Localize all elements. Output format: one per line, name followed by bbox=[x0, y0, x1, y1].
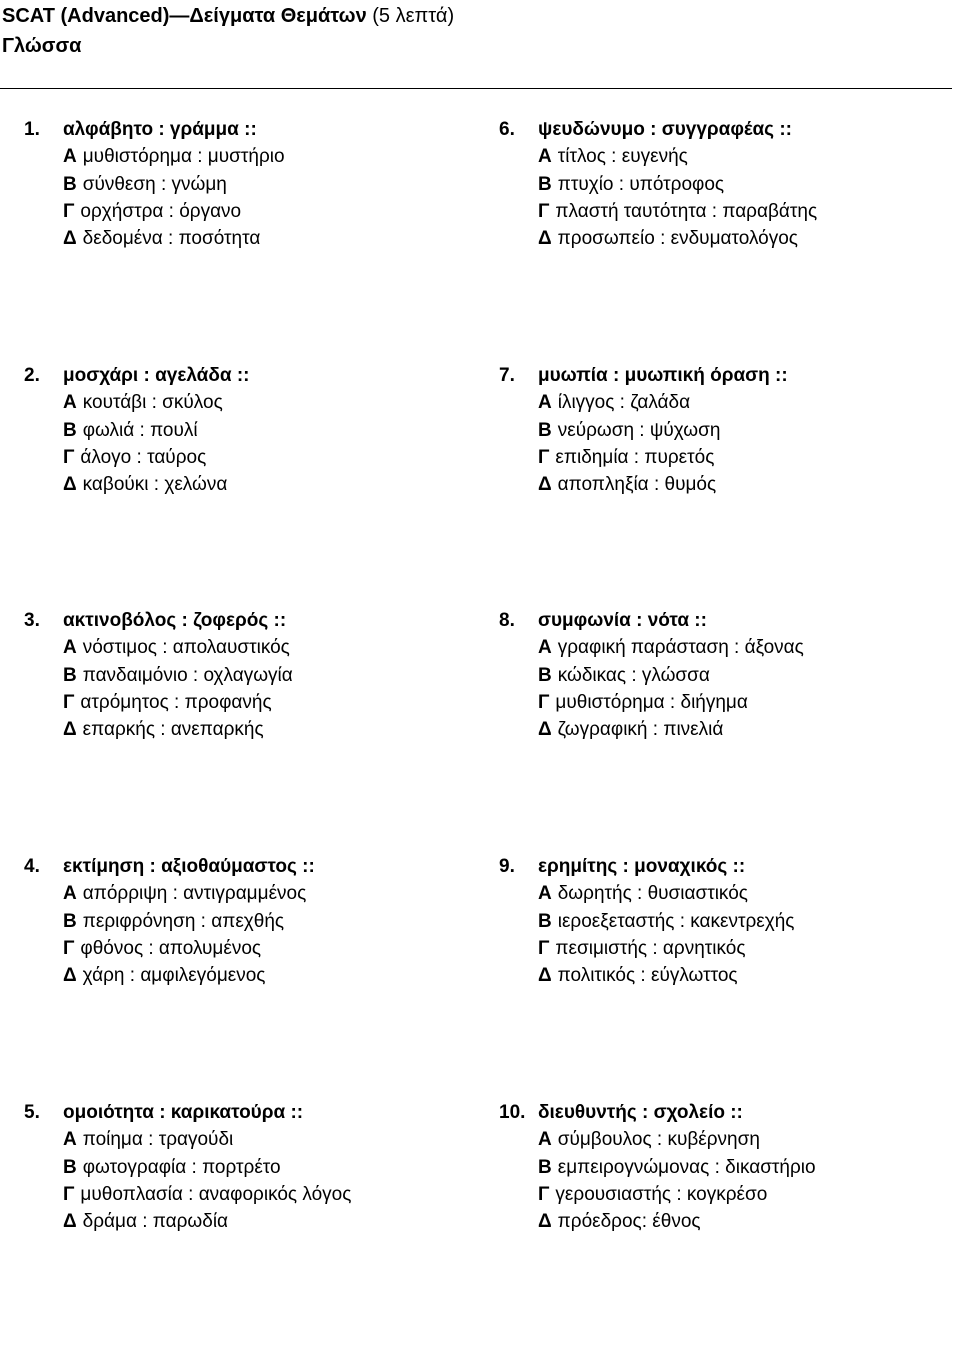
option-text: μυθοπλασία : αναφορικός λόγος bbox=[80, 1183, 352, 1205]
option-text: αποπληξία : θυμός bbox=[557, 474, 717, 496]
option-text: πολιτικός : εύγλωττος bbox=[557, 965, 738, 987]
option-text: επαρκής : ανεπαρκής bbox=[82, 719, 264, 741]
option-letter: Δ bbox=[63, 719, 77, 741]
option-text: πλαστή ταυτότητα : παραβάτης bbox=[555, 200, 818, 222]
option-text: πανδαιμόνιο : οχλαγωγία bbox=[82, 664, 293, 686]
answer-option bbox=[24, 389, 250, 416]
question-number: 4. bbox=[24, 856, 40, 877]
option-letter: Β bbox=[538, 1156, 552, 1178]
answer-option bbox=[499, 1154, 816, 1181]
answer-option bbox=[24, 143, 285, 170]
answer-option bbox=[499, 935, 794, 962]
option-letter: Γ bbox=[538, 200, 550, 222]
question-number: 9. bbox=[499, 856, 515, 877]
question-number: 3. bbox=[24, 610, 40, 631]
answer-option bbox=[499, 171, 817, 198]
question-stem: μοσχάρι : αγελάδα :: bbox=[63, 365, 250, 386]
option-letter: Γ bbox=[538, 1183, 550, 1205]
option-letter: Β bbox=[538, 419, 552, 441]
question-number: 5. bbox=[24, 1102, 40, 1123]
option-text: κουτάβι : σκύλος bbox=[82, 392, 223, 414]
answer-option bbox=[24, 225, 285, 252]
question-8 bbox=[499, 607, 804, 743]
option-letter: Α bbox=[63, 637, 77, 659]
option-letter: Γ bbox=[538, 691, 550, 713]
question-stem: αλφάβητο : γράμμα :: bbox=[63, 119, 257, 140]
option-letter: Β bbox=[538, 664, 552, 686]
answer-option bbox=[499, 1181, 816, 1208]
page-title-duration: (5 λεπτά) bbox=[366, 5, 455, 27]
option-letter: Α bbox=[538, 883, 552, 905]
option-letter: Δ bbox=[538, 228, 552, 250]
option-text: κώδικας : γλώσσα bbox=[557, 664, 710, 686]
option-letter: Α bbox=[63, 146, 77, 168]
option-letter: Β bbox=[63, 1156, 77, 1178]
option-text: νόστιμος : απολαυστικός bbox=[82, 637, 290, 659]
question-stem-row bbox=[499, 362, 788, 389]
answer-option bbox=[24, 662, 293, 689]
option-letter: Δ bbox=[538, 965, 552, 987]
answer-option bbox=[499, 1126, 816, 1153]
option-letter: Α bbox=[538, 637, 552, 659]
question-stem-row bbox=[499, 116, 817, 143]
option-letter: Β bbox=[538, 910, 552, 932]
option-text: περιφρόνηση : απεχθής bbox=[82, 910, 285, 932]
option-text: ατρόμητος : προφανής bbox=[80, 691, 272, 713]
answer-option bbox=[499, 444, 788, 471]
option-letter: Γ bbox=[63, 200, 75, 222]
question-number: 2. bbox=[24, 365, 40, 386]
answer-option bbox=[499, 389, 788, 416]
option-letter: Α bbox=[63, 883, 77, 905]
question-stem: διευθυντής : σχολείο :: bbox=[538, 1102, 743, 1123]
answer-option bbox=[499, 634, 804, 661]
answer-option bbox=[24, 716, 293, 743]
option-letter: Γ bbox=[63, 691, 75, 713]
option-text: προσωπείο : ενδυματολόγος bbox=[557, 228, 798, 250]
question-stem: μυωπία : μυωπική όραση :: bbox=[538, 365, 788, 386]
question-stem-row bbox=[24, 607, 293, 634]
option-text: άλογο : ταύρος bbox=[80, 446, 207, 468]
question-stem: συμφωνία : νότα :: bbox=[538, 610, 707, 631]
option-letter: Δ bbox=[63, 228, 77, 250]
option-text: πτυχίο : υπότροφος bbox=[557, 173, 725, 195]
option-letter: Β bbox=[63, 173, 77, 195]
question-stem-row bbox=[24, 362, 250, 389]
option-letter: Β bbox=[63, 910, 77, 932]
question-stem: ομοιότητα : καρικατούρα :: bbox=[63, 1102, 304, 1123]
option-text: γραφική παράσταση : άξονας bbox=[557, 637, 804, 659]
question-7 bbox=[499, 362, 788, 498]
option-text: επιδημία : πυρετός bbox=[555, 446, 715, 468]
question-number: 1. bbox=[24, 119, 40, 140]
option-text: δωρητής : θυσιαστικός bbox=[557, 883, 748, 905]
question-stem: ψευδώνυμο : συγγραφέας :: bbox=[538, 119, 792, 140]
option-text: φωτογραφία : πορτρέτο bbox=[82, 1156, 281, 1178]
question-stem-row bbox=[499, 607, 804, 634]
option-text: δράμα : παρωδία bbox=[82, 1211, 229, 1233]
question-number: 7. bbox=[499, 365, 515, 386]
answer-option bbox=[499, 689, 804, 716]
question-6 bbox=[499, 116, 817, 252]
option-letter: Δ bbox=[63, 474, 77, 496]
question-3 bbox=[24, 607, 293, 743]
answer-option bbox=[499, 417, 788, 444]
option-text: ιεροεξεταστής : κακεντρεχής bbox=[557, 910, 795, 932]
option-text: πρόεδρος: έθνος bbox=[557, 1211, 701, 1233]
answer-option bbox=[24, 1181, 351, 1208]
answer-option bbox=[24, 962, 315, 989]
question-4 bbox=[24, 853, 315, 989]
question-number: 6. bbox=[499, 119, 515, 140]
answer-option bbox=[24, 1126, 351, 1153]
option-letter: Α bbox=[538, 146, 552, 168]
option-text: απόρριψη : αντιγραμμένος bbox=[82, 883, 307, 905]
answer-option bbox=[24, 908, 315, 935]
option-text: ζωγραφική : πινελιά bbox=[557, 719, 724, 741]
question-10 bbox=[499, 1099, 816, 1235]
option-letter: Δ bbox=[538, 474, 552, 496]
option-text: φθόνος : απολυμένος bbox=[80, 937, 262, 959]
option-letter: Β bbox=[63, 664, 77, 686]
option-text: καβούκι : χελώνα bbox=[82, 474, 228, 496]
option-text: χάρη : αμφιλεγόμενος bbox=[82, 965, 266, 987]
answer-option bbox=[24, 1208, 351, 1235]
page-subtitle: Γλώσσα bbox=[2, 35, 82, 57]
option-letter: Δ bbox=[63, 965, 77, 987]
page-title bbox=[2, 3, 454, 29]
question-stem: ερημίτης : μοναχικός :: bbox=[538, 856, 746, 877]
option-text: νεύρωση : ψύχωση bbox=[557, 419, 721, 441]
option-text: γερουσιαστής : κογκρέσο bbox=[555, 1183, 768, 1205]
answer-option bbox=[24, 171, 285, 198]
answer-option bbox=[499, 716, 804, 743]
question-stem: εκτίμηση : αξιοθαύμαστος :: bbox=[63, 856, 315, 877]
answer-option bbox=[24, 935, 315, 962]
option-letter: Α bbox=[63, 1129, 77, 1151]
option-text: μυθιστόρημα : διήγημα bbox=[555, 691, 748, 713]
answer-option bbox=[499, 143, 817, 170]
option-text: σύνθεση : γνώμη bbox=[82, 173, 227, 195]
question-2 bbox=[24, 362, 250, 498]
option-text: τίτλος : ευγενής bbox=[557, 146, 688, 168]
answer-option bbox=[24, 417, 250, 444]
question-stem-row bbox=[24, 116, 285, 143]
answer-option bbox=[24, 444, 250, 471]
answer-option bbox=[24, 634, 293, 661]
answer-option bbox=[499, 471, 788, 498]
question-stem: ακτινοβόλος : ζοφερός :: bbox=[63, 610, 287, 631]
question-1 bbox=[24, 116, 285, 252]
answer-option bbox=[499, 225, 817, 252]
option-text: ορχήστρα : όργανο bbox=[80, 200, 242, 222]
option-letter: Γ bbox=[63, 446, 75, 468]
option-letter: Δ bbox=[538, 1211, 552, 1233]
option-letter: Δ bbox=[63, 1211, 77, 1233]
question-number: 10. bbox=[499, 1102, 526, 1123]
answer-option bbox=[499, 962, 794, 989]
answer-option bbox=[499, 1208, 816, 1235]
page-title-bold: SCAT (Advanced)—Δείγματα Θεμάτων bbox=[2, 5, 367, 27]
answer-option bbox=[24, 471, 250, 498]
option-letter: Α bbox=[538, 392, 552, 414]
answer-option bbox=[499, 908, 794, 935]
option-letter: Γ bbox=[63, 937, 75, 959]
option-letter: Γ bbox=[538, 937, 550, 959]
answer-option bbox=[499, 198, 817, 225]
option-text: μυθιστόρημα : μυστήριο bbox=[82, 146, 285, 168]
question-stem-row bbox=[499, 1099, 816, 1126]
option-text: εμπειρογνώμονας : δικαστήριο bbox=[557, 1156, 816, 1178]
question-stem-row bbox=[24, 853, 315, 880]
option-text: πεσιμιστής : αρνητικός bbox=[555, 937, 746, 959]
answer-option bbox=[24, 880, 315, 907]
question-stem-row bbox=[499, 853, 794, 880]
answer-option bbox=[24, 198, 285, 225]
option-text: σύμβουλος : κυβέρνηση bbox=[557, 1129, 760, 1151]
option-letter: Β bbox=[63, 419, 77, 441]
option-letter: Α bbox=[63, 392, 77, 414]
option-letter: Γ bbox=[538, 446, 550, 468]
answer-option bbox=[499, 880, 794, 907]
option-letter: Γ bbox=[63, 1183, 75, 1205]
answer-option bbox=[24, 1154, 351, 1181]
answer-option bbox=[499, 662, 804, 689]
question-9 bbox=[499, 853, 794, 989]
header-divider bbox=[0, 88, 952, 89]
option-letter: Α bbox=[538, 1129, 552, 1151]
option-text: φωλιά : πουλί bbox=[82, 419, 198, 441]
question-5 bbox=[24, 1099, 351, 1235]
option-text: ίλιγγος : ζαλάδα bbox=[557, 392, 691, 414]
question-stem-row bbox=[24, 1099, 351, 1126]
question-number: 8. bbox=[499, 610, 515, 631]
option-text: δεδομένα : ποσότητα bbox=[82, 228, 261, 250]
answer-option bbox=[24, 689, 293, 716]
option-text: ποίημα : τραγούδι bbox=[82, 1129, 234, 1151]
option-letter: Δ bbox=[538, 719, 552, 741]
option-letter: Β bbox=[538, 173, 552, 195]
